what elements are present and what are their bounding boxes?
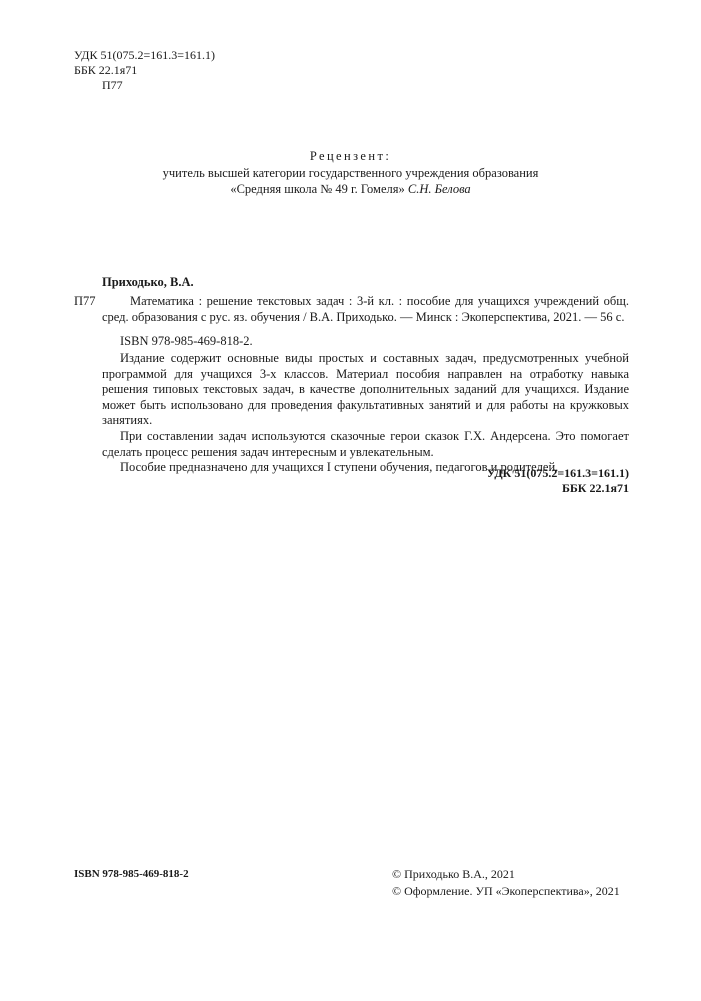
annotation-paragraph: Издание содержит основные виды простых и составных задач, предусмотренных учебной программой для учащихся 3-х классов. Материал пособия направлен на отработку навыка решения типовых текстовых задач, в качестве дополнительных заданий для учащихся. Издание может быть использовано для проведения факультативных занятий и для работы на кружковых занятиях. [102,351,629,428]
copyright-design: © Оформление. УП «Экоперспектива», 2021 [392,884,620,898]
reviewer-heading: Рецензент: [309,149,392,163]
reviewer-school-line [0,181,701,197]
udk-code: УДК 51(075.2=161.3=161.1) [74,48,215,62]
reviewer-school: «Средняя школа № 49 г. Гомеля» [230,182,405,196]
annotation-paragraph: При составлении задач используются сказочные герои сказок Г.Х. Андерсена. Это помогает сделать процесс решения задач интересным и увлекательным. [102,428,629,459]
card-author: Приходько, В.А. [102,275,194,289]
footer-isbn: ISBN 978-985-469-818-2 [74,868,189,880]
udk-code-right: УДК 51(075.2=161.3=161.1) [486,466,629,480]
annotation [102,351,629,476]
bbk-code: ББК 22.1я71 [74,63,138,77]
bbk-code-right: ББК 22.1я71 [561,481,629,495]
reviewer-position: учитель высшей категории государственного учреждения образования [162,166,539,180]
annotation-paragraph: Пособие предназначено для учащихся I ступени обучения, педагогов и родителей. [120,460,559,475]
reviewer-name: С.Н. Белова [407,182,471,196]
author-mark: П77 [102,78,123,92]
card-description: Математика : решение текстовых задач : 3-й кл. : пособие для учащихся учреждений общ. сред. образования с рус. яз. обучения / В.А. Приходько. — Минск : Экоперспектива, 2021. — 56 с. [102,294,629,324]
card-author-mark: П77 [74,294,96,308]
card-isbn: ISBN 978-985-469-818-2. [120,334,253,348]
copyright-author: © Приходько В.А., 2021 [392,867,515,881]
